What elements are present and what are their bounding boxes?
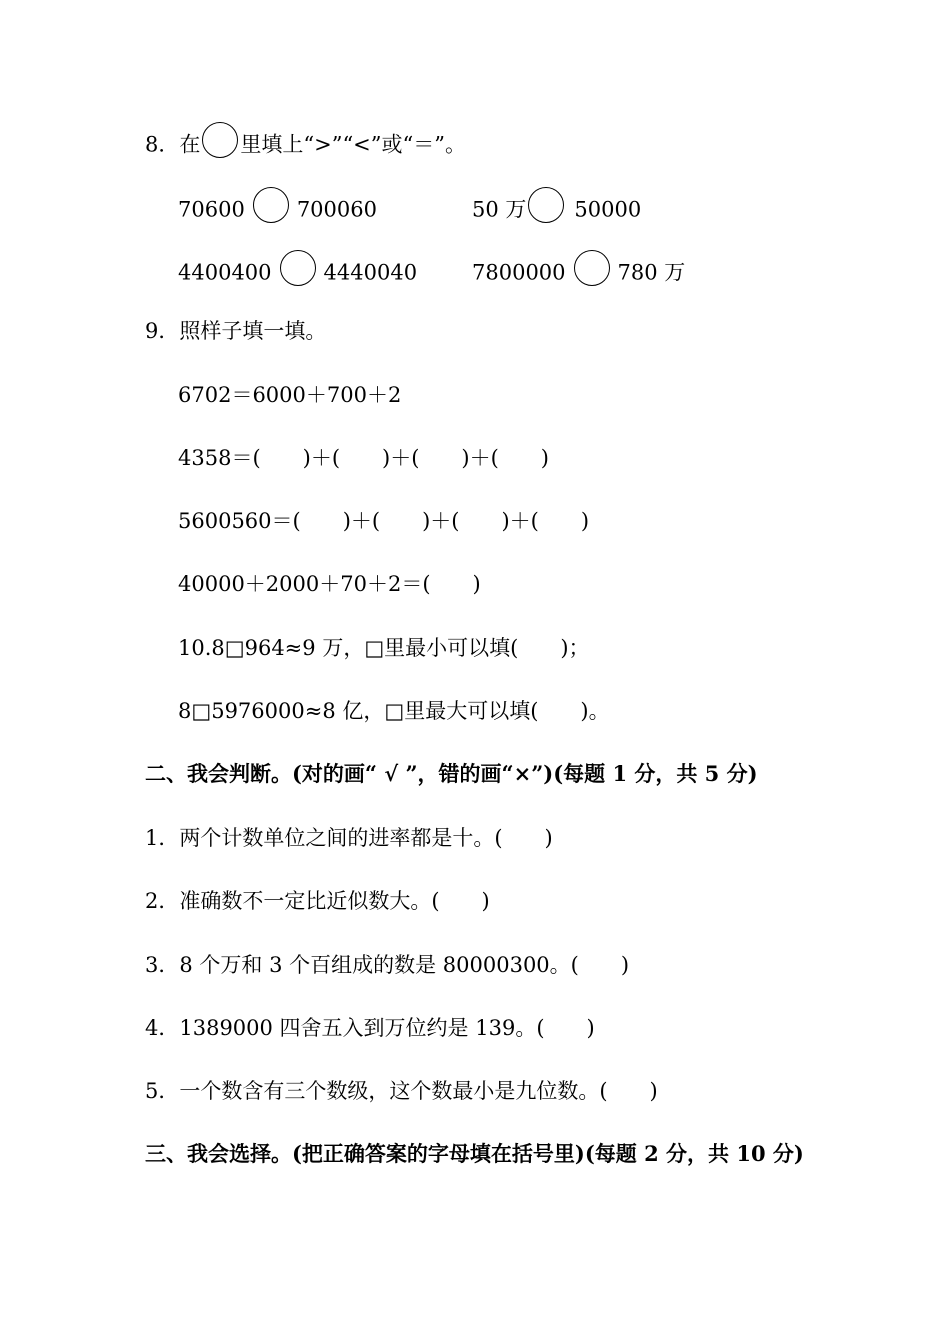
q8-pair-1-left: 70600	[178, 197, 245, 222]
q8-pair-2-left: 50 万	[472, 197, 527, 222]
compare-circle-1[interactable]	[253, 187, 289, 223]
q8-pair-3-left: 4400400	[178, 260, 272, 285]
q9-row-2[interactable]: 5600560＝( )＋( )＋( )＋( )	[178, 509, 590, 533]
q10-line-1[interactable]: 10.8□964≈9 万，□里最小可以填( )；	[178, 636, 590, 660]
q8-instruction	[145, 128, 466, 164]
q9-title	[145, 316, 326, 346]
q9-row-3[interactable]: 40000＋2000＋70＋2＝( )	[178, 572, 481, 596]
q9-title-text: 照样子填一填。	[179, 319, 327, 343]
compare-circle-2[interactable]	[528, 187, 564, 223]
q9-row-1[interactable]: 4358＝( )＋( )＋( )＋( )	[178, 446, 549, 470]
q8-pair-3	[178, 256, 417, 292]
judge-item-1[interactable]: 1．两个计数单位之间的进率都是十。( )	[145, 826, 553, 850]
q8-pair-1-right: 700060	[296, 197, 377, 222]
judge-item-4[interactable]: 4．1389000 四舍五入到万位约是 139。( )	[145, 1016, 595, 1040]
q8-number: 8．	[145, 132, 180, 157]
judge-item-2[interactable]: 2．准确数不一定比近似数大。( )	[145, 889, 490, 913]
compare-circle-3[interactable]	[280, 250, 316, 286]
section-2-heading: 二、我会判断。(对的画“ √ ”，错的画“×”)(每题 1 分，共 5 分)	[145, 761, 758, 786]
q8-pair-4	[472, 256, 685, 292]
q8-pair-2	[472, 193, 641, 229]
judge-item-3[interactable]: 3．8 个万和 3 个百组成的数是 80000300。( )	[145, 953, 630, 977]
judge-item-5[interactable]: 5．一个数含有三个数级，这个数最小是九位数。( )	[145, 1079, 658, 1103]
q9-example: 6702＝6000＋700＋2	[178, 383, 402, 407]
compare-circle-4[interactable]	[574, 250, 610, 286]
q9-number: 9．	[145, 319, 180, 343]
q8-pair-4-left: 7800000	[472, 260, 566, 285]
q8-pair-4-right: 780 万	[617, 260, 686, 285]
q10-line-2[interactable]: 8□5976000≈8 亿，□里最大可以填( )。	[178, 699, 610, 723]
section-3-heading: 三、我会选择。(把正确答案的字母填在括号里)(每题 2 分，共 10 分)	[145, 1141, 804, 1166]
q8-pair-1	[178, 193, 377, 229]
circle-icon	[202, 122, 238, 158]
q8-pair-3-right: 4440040	[323, 260, 418, 285]
q8-pair-2-right: 50000	[574, 197, 642, 222]
q8-before: 在	[179, 132, 201, 157]
q8-after: 里填上“>”“<”或“＝”。	[240, 132, 466, 157]
